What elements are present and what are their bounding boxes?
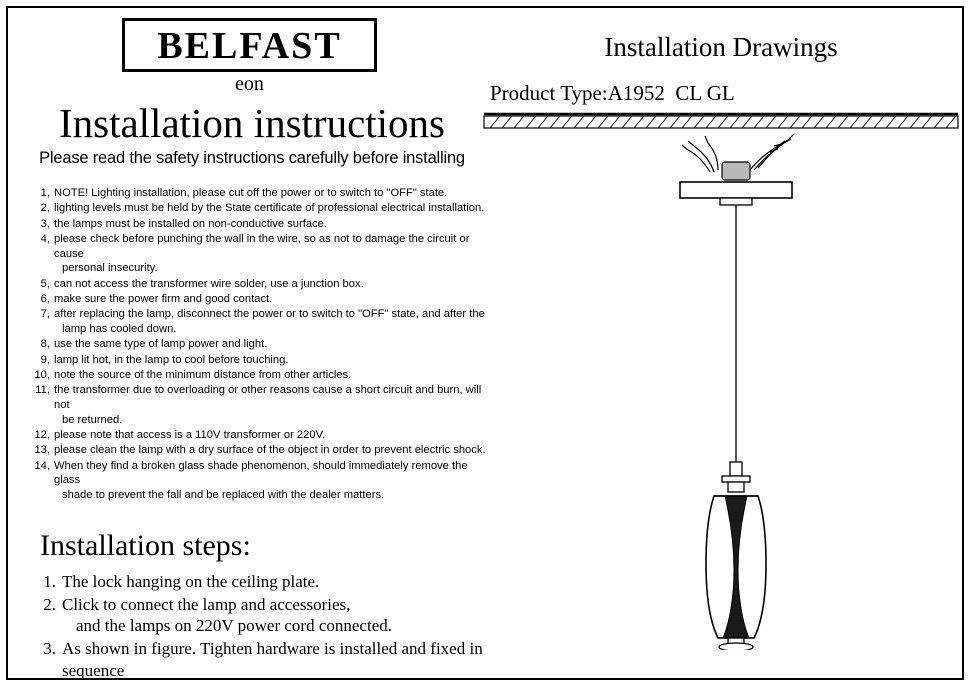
note-item [30,353,495,368]
safety-notes-list [30,186,495,503]
note-item [30,443,495,458]
note-text [50,307,485,337]
product-type-line [490,81,960,106]
note-number: 8, [40,338,50,351]
step-item [34,571,484,593]
note-number: 14, [34,459,50,472]
note-item [30,459,495,503]
step-text-line2: and the lamps on 220V power cord connected. [76,616,392,636]
left-column [22,18,486,683]
glass-shade-icon [706,496,766,638]
note-item [30,217,495,232]
note-number: 13, [34,444,50,457]
brand-logo-subtext: eon [235,73,264,95]
note-number: 6, [40,293,50,306]
note-item [30,232,495,276]
note-text-line1: the transformer due to overloading or other reasons cause a short circuit and burn, will not [54,384,482,411]
installation-steps-list [34,571,484,682]
drawing-title: Installation Drawings [604,32,838,62]
step-item [34,594,484,638]
note-item [30,186,495,201]
step-text-line1: Click to connect the lamp and accessories, [62,594,351,614]
note-text: can not access the transformer wire solder, use a junction box. [54,277,364,290]
note-text: the lamps must be installed on non-conductive surface. [54,217,328,230]
note-number: 12, [34,429,50,442]
brand-logo-box [122,18,377,72]
page-title: Installation instructions [58,100,446,146]
note-text: please clean the lamp with a dry surface of the object in order to prevent electric shock. [54,444,486,457]
note-item [30,292,495,307]
note-text: use the same type of lamp power and light. [54,338,268,351]
note-number: 4, [40,232,50,245]
note-item [30,337,495,352]
note-number: 1, [40,187,50,200]
installation-drawing [482,110,960,650]
ceiling-icon [484,114,958,128]
note-text: make sure the power firm and good contact. [54,293,273,306]
note-text-line1: When they find a broken glass shade phenomenon, should immediately remove the glass [54,459,468,487]
note-item [30,201,495,216]
note-text-line1: after replacing the lamp, disconnect the power or to switch to "OFF" state, and after the [54,308,485,321]
step-number: 2. [43,594,56,614]
page-subtitle: Please read the safety instructions carefully before installing [39,149,465,168]
note-text-line2: shade to prevent the fall and be replaced with the dealer matters. [62,489,385,502]
note-number: 10, [34,368,50,381]
note-text-line2: be returned. [62,413,123,426]
ceiling-plate-icon [680,182,792,205]
note-text-line2: personal insecurity. [62,262,158,275]
note-number: 2, [40,202,50,215]
note-text: note the source of the minimum distance from other articles. [54,368,352,381]
note-text-line1: please check before punching the wall in the wire, so as not to damage the circuit or cause [54,232,470,260]
note-number: 7, [40,308,50,321]
note-item [30,428,495,443]
note-text: lighting levels must be held by the State certificate of professional electrical installation. [54,202,485,215]
note-text-line2: lamp has cooled down. [62,323,177,336]
note-number: 11, [35,384,50,397]
note-text [50,383,495,427]
step-item [34,638,484,682]
step-text: As shown in figure. Tighten hardware is installed and fixed in sequence [62,639,483,680]
brand-logo-text: BELFAST [157,25,342,67]
note-number: 9, [40,353,50,366]
step-number: 3. [43,639,56,659]
note-number: 5, [40,277,50,290]
note-text: lamp lit hot, in the lamp to cool before touching. [54,353,289,366]
right-column [482,18,960,668]
step-number: 1. [43,571,56,591]
step-text [56,594,392,638]
note-text [50,232,495,276]
connector-block-icon [722,162,750,180]
note-item [30,307,495,337]
note-item [30,368,495,383]
note-text: NOTE! Lighting installation, please cut off the power or to switch to "OFF" state. [54,187,448,200]
installation-steps-title: Installation steps: [40,528,251,562]
note-item [30,383,495,427]
lamp-fitting-top-icon [722,462,750,492]
product-type-label: Product Type: [490,81,608,105]
note-text: please note that access is a 110V transformer or 220V. [54,429,326,442]
note-item [30,277,495,292]
lamp-finial-icon [719,638,753,650]
note-number: 3, [40,217,50,230]
step-text: The lock hanging on the ceiling plate. [62,571,320,591]
product-type-value: A1952 CL GL [607,81,735,105]
note-text [50,459,495,503]
